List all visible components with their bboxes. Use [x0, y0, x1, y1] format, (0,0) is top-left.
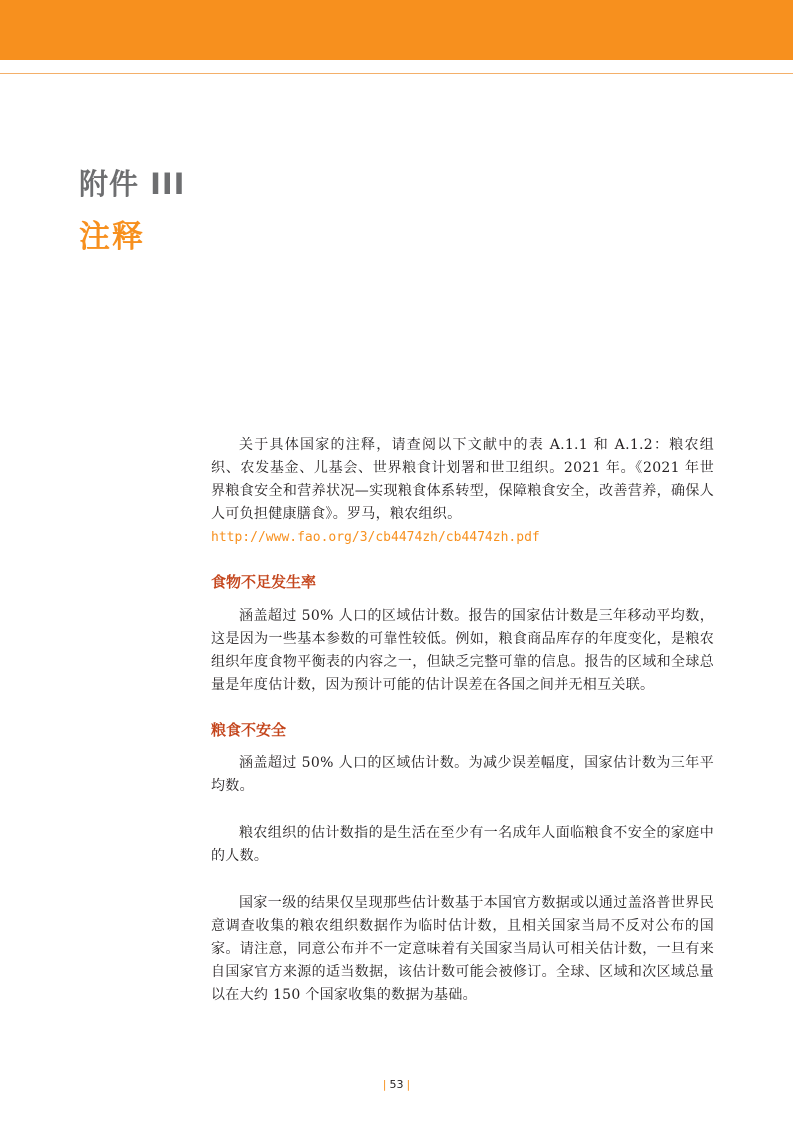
source-link[interactable]: http://www.fao.org/3/cb4474zh/cb4474zh.pdf [211, 530, 540, 545]
header-color-band [0, 0, 793, 60]
section-paragraph: 国家一级的结果仅呈现那些估计数基于本国官方数据或以通过盖洛普世界民意调查收集的粮农组织数据作为临时估计数，且相关国家当局不反对公布的国家。请注意，同意公布并不一定意味着有关国家当局认可相关估计数，一旦有来自国家官方来源的适当数据，该估计数可能会被修订。全球、区域和次区域总量以在大约 150 个国家收集的数据为基础。 [211, 895, 714, 1003]
annex-label: 附件 III [79, 167, 186, 201]
main-content [211, 434, 714, 1007]
paragraph-gap [211, 868, 714, 892]
section-paragraph: 涵盖超过 50% 人口的区域估计数。报告的国家估计数是三年移动平均数，这是因为一些基本参数的可靠性较低。例如，粮食商品库存的年度变化，是粮农组织年度食物平衡表的内容之一，但缺乏完整可靠的信息。报告的区域和全球总量是年度估计数，因为预计可能的估计误差在各国之间并无相互关联。 [211, 608, 714, 693]
section-paragraph: 粮农组织的估计数指的是生活在至少有一名成年人面临粮食不安全的家庭中的人数。 [211, 825, 714, 864]
intro-paragraph: 关于具体国家的注释，请查阅以下文献中的表 A.1.1 和 A.1.2：粮农组织、农发基金、儿基会、世界粮食计划署和世卫组织。2021 年。《2021 年世界粮食安全和营养状况—实现粮食体系转型，保障粮食安全，改善营养，确保人人可负担健康膳食》。罗马，粮农组织。 [211, 437, 714, 522]
section-paragraph: 涵盖超过 50% 人口的区域估计数。为减少误差幅度，国家估计数为三年平均数。 [211, 755, 714, 794]
section-heading-food-insecurity: 粮食不安全 [211, 721, 287, 739]
page-number-bar-left: | [382, 1078, 387, 1091]
header-divider [0, 73, 793, 74]
page-number-bar-right: | [406, 1078, 411, 1091]
paragraph-gap [211, 798, 714, 822]
page-number-value: 53 [389, 1078, 404, 1091]
page-number [0, 1078, 793, 1091]
page-title: 注释 [79, 219, 145, 255]
section-heading-undernourishment: 食物不足发生率 [211, 573, 317, 591]
